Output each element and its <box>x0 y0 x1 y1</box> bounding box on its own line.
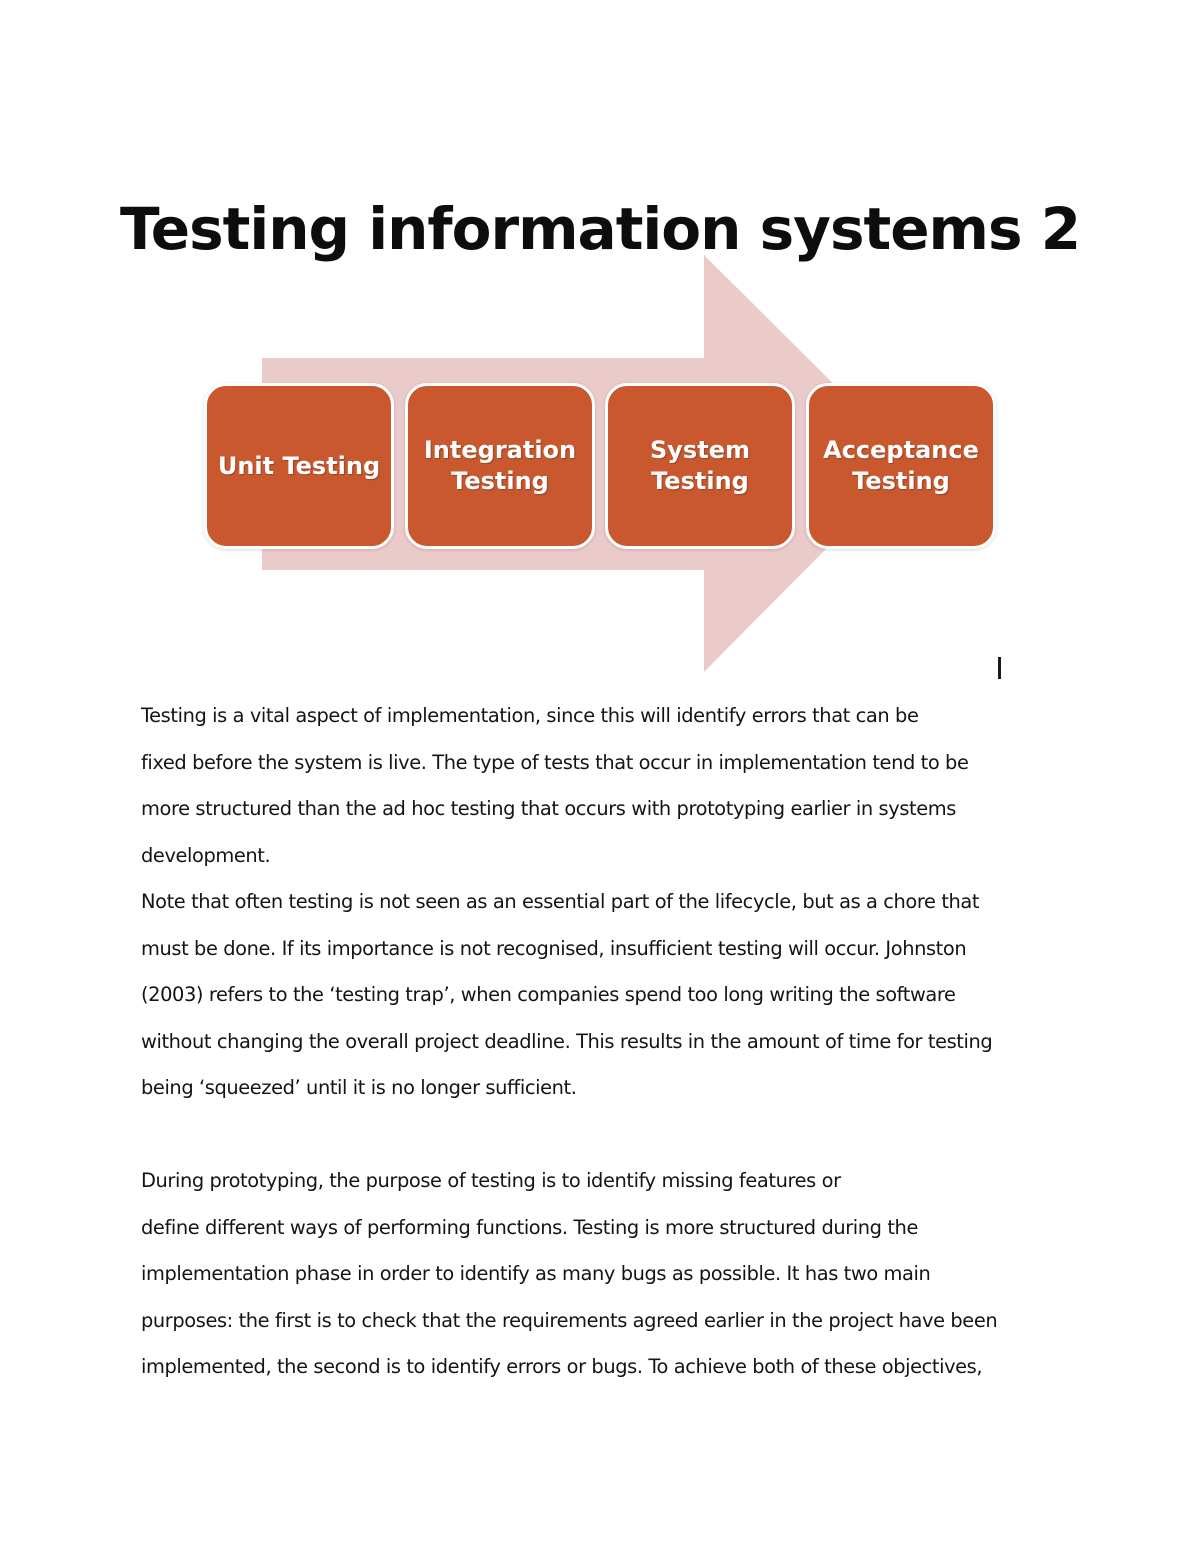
text-line: define different ways of performing functions. Testing is more structured during the <box>141 1215 918 1239</box>
text-line: without changing the overall project deadline. This results in the amount of time for testing <box>141 1029 993 1053</box>
background-arrow <box>0 250 1200 680</box>
stage-label: System Testing <box>650 436 750 495</box>
text-line: Testing is a vital aspect of implementation, since this will identify errors that can be <box>141 704 919 727</box>
stage-label: Acceptance Testing <box>823 436 979 495</box>
paragraph-3 <box>141 1158 1041 1391</box>
paragraph-1 <box>141 693 1041 879</box>
body-text <box>141 693 1041 1391</box>
stage-label: Unit Testing <box>217 451 381 480</box>
stage-system-testing <box>605 383 795 549</box>
paragraph-gap <box>141 1112 1041 1159</box>
stage-unit-testing <box>204 383 394 549</box>
paragraph-2 <box>141 879 1041 1112</box>
text-line: During prototyping, the purpose of testing is to identify missing features or <box>141 1169 841 1192</box>
text-line: being ‘squeezed’ until it is no longer sufficient. <box>141 1076 577 1099</box>
text-line: more structured than the ad hoc testing that occurs with prototyping earlier in systems <box>141 797 956 820</box>
stage-integration-testing <box>405 383 595 549</box>
text-cursor-mark <box>998 657 1001 679</box>
text-line: fixed before the system is live. The type of tests that occur in implementation tend to be <box>141 750 969 774</box>
text-line: implemented, the second is to identify errors or bugs. To achieve both of these objectives, <box>141 1355 983 1378</box>
page-title: Testing information systems 2 <box>119 194 1081 263</box>
text-line: implementation phase in order to identify as many bugs as possible. It has two main <box>141 1262 931 1285</box>
text-line: (2003) refers to the ‘testing trap’, when companies spend too long writing the software <box>141 983 956 1006</box>
text-line: must be done. If its importance is not recognised, insufficient testing will occur. Johnston <box>141 936 967 960</box>
text-line: Note that often testing is not seen as an essential part of the lifecycle, but as a chore that <box>141 890 980 913</box>
text-line: purposes: the first is to check that the requirements agreed earlier in the project have been <box>141 1308 998 1332</box>
text-line: development. <box>141 843 271 867</box>
stage-label: Integration Testing <box>423 436 577 495</box>
stage-acceptance-testing <box>806 383 996 549</box>
testing-stages-diagram <box>0 250 1200 680</box>
